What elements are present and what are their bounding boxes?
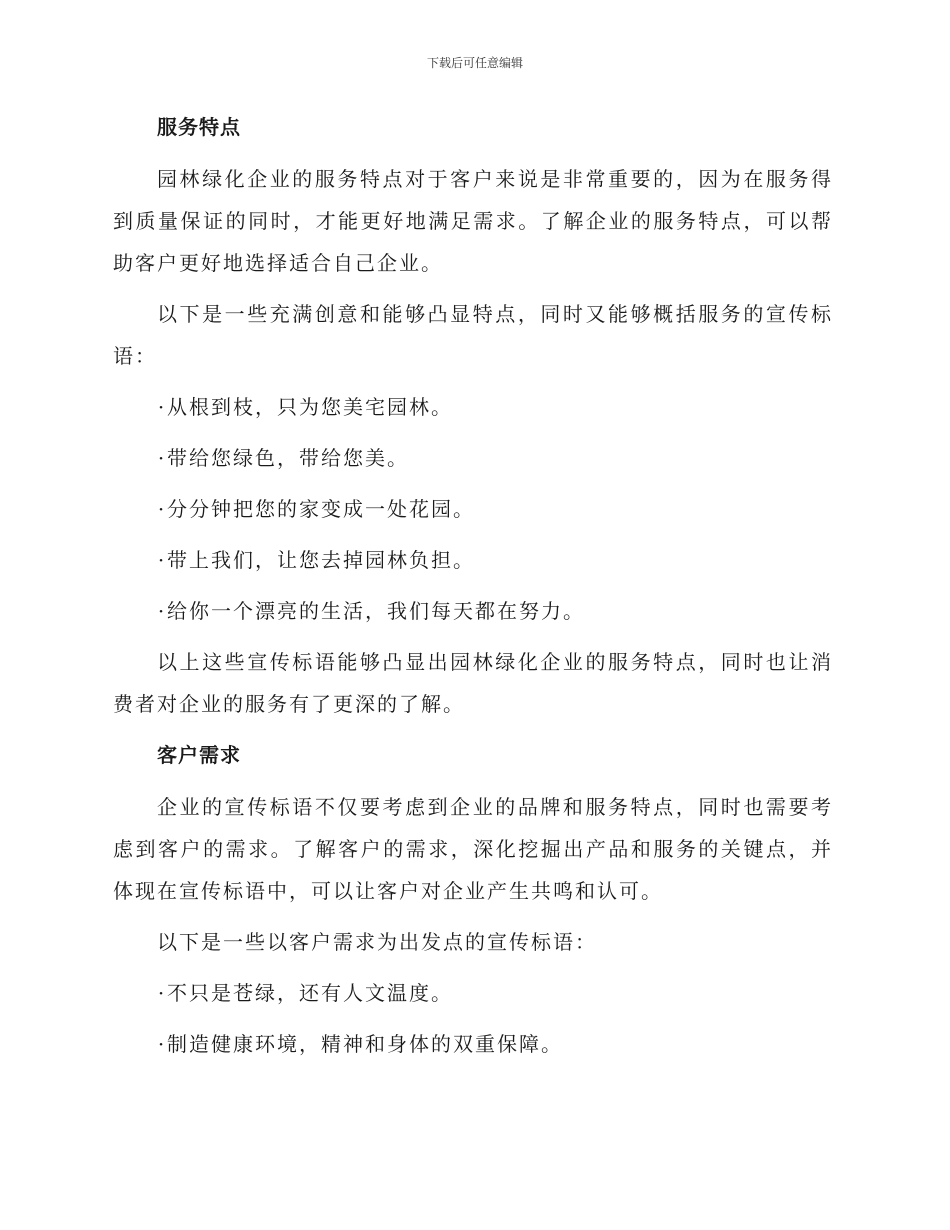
paragraph: 企业的宣传标语不仅要考虑到企业的品牌和服务特点，同时也需要考虑到客户的需求。了解客户的需求，深化挖掘出产品和服务的关键点，并体现在宣传标语中，可以让客户对企业产生共鸣和认可。 [113, 795, 833, 903]
header-note: 下载后可任意编辑 [426, 56, 523, 70]
bullet-dot-icon: · [157, 1032, 167, 1056]
slogan-list-item [113, 590, 833, 632]
slogan-text: 制造健康环境，精神和身体的双重保障。 [167, 1032, 563, 1056]
bullet-dot-icon: · [157, 981, 167, 1005]
bullet-dot-icon: · [157, 599, 167, 623]
bullet-dot-icon: · [157, 497, 167, 521]
slogan-text: 带给您绿色，带给您美。 [167, 446, 409, 470]
bullet-dot-icon: · [157, 446, 167, 470]
document-body [113, 106, 833, 1074]
bullet-dot-icon: · [157, 548, 167, 572]
slogan-text: 给你一个漂亮的生活，我们每天都在努力。 [167, 599, 585, 623]
paragraph: 以上这些宣传标语能够凸显出园林绿化企业的服务特点，同时也让消费者对企业的服务有了更深的了解。 [113, 650, 833, 716]
slogan-list-item [113, 539, 833, 581]
slogan-list-item [113, 488, 833, 530]
slogan-list-item [113, 386, 833, 428]
slogan-list-item [113, 437, 833, 479]
slogan-list-item [113, 1023, 833, 1065]
slogan-text: 带上我们，让您去掉园林负担。 [167, 548, 475, 572]
slogan-list-item [113, 972, 833, 1014]
slogan-text: 从根到枝，只为您美宅园林。 [167, 395, 453, 419]
paragraph: 以下是一些以客户需求为出发点的宣传标语： [157, 930, 597, 954]
slogan-text: 不只是苍绿，还有人文温度。 [167, 981, 453, 1005]
slogan-text: 分分钟把您的家变成一处花园。 [167, 497, 475, 521]
section-heading-service: 服务特点 [157, 115, 241, 139]
section-heading-customer-needs: 客户需求 [157, 743, 241, 767]
bullet-dot-icon: · [157, 395, 167, 419]
paragraph: 以下是一些充满创意和能够凸显特点，同时又能够概括服务的宣传标语： [113, 302, 833, 368]
paragraph: 园林绿化企业的服务特点对于客户来说是非常重要的，因为在服务得到质量保证的同时，才能更好地满足需求。了解企业的服务特点，可以帮助客户更好地选择适合自己企业。 [113, 167, 833, 275]
